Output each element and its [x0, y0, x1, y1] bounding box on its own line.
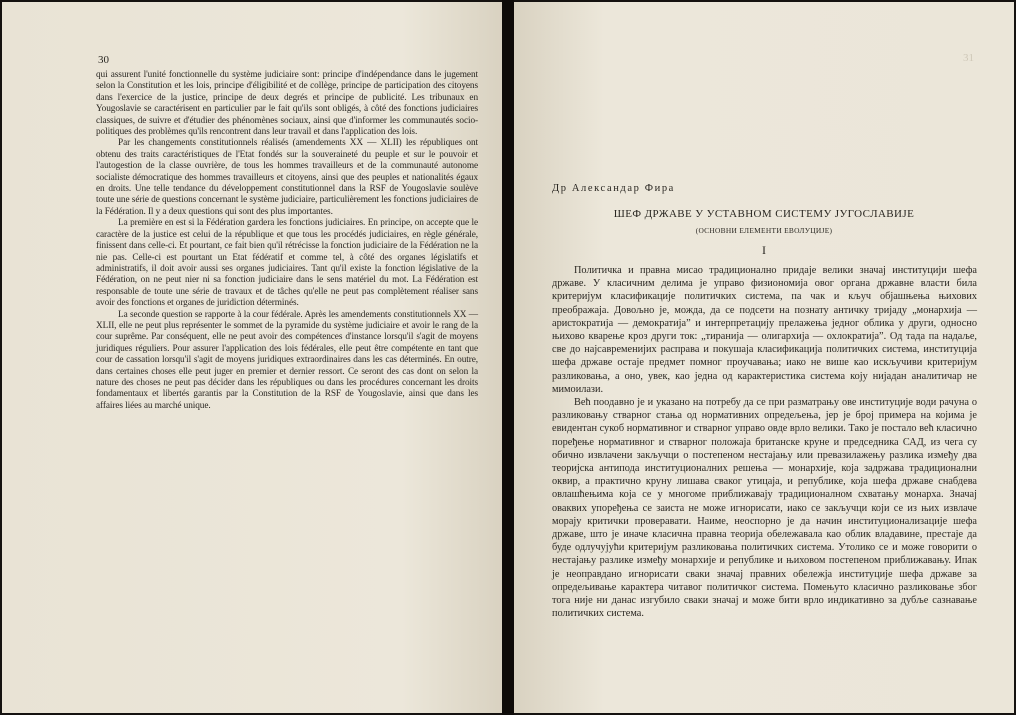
page-number: 30	[98, 54, 109, 66]
left-page	[2, 2, 502, 713]
section-number: I	[762, 243, 766, 257]
article-title: ШЕФ ДРЖАВЕ У УСТАВНОМ СИСТЕМУ ЈУГОСЛАВИЈЕ	[613, 208, 915, 220]
right-page	[514, 2, 1014, 713]
french-body-text	[96, 70, 478, 412]
paragraph: La première en est si la Fédération gardera les fonctions judiciaires. En principe, on accepte que le caractère de la justice est celui de la république et que tous les procédés judiciaires, en règle générale, finissent dans celle-ci. Et pourtant, ce fait bien qu'il rétrécisse la fonction judiciaire de la Fédération ne la nie pas. Celle-ci est pourtant un Etat fédératif et comme tel, à côté des organes législatifs et administratifs, il doit avoir aussi ses organes judiciaires. Tant qu'il existe la fonction législative de la Fédération, on ne peut nier ni sa fonction judiciaire dans le sens matériel du mot. La Fédération est responsable de toute une série de travaux et de tâches qu'elle ne peut pas complètement réaliser sans avoir des fonctions et organes de juridiction déterminés.	[96, 218, 478, 309]
paragraph: Политичка и правна мисао традиционално придаје велики значај институцији шефа државе. У класичним делима је управо физиономија овог органа државне власти била критеријум класификације политичких система, па чак и кључ објашњења њихових преображаја. Довољно је, можда, да се подсети на познату античку тријаду „монархија — аристократија — демократија” и интерпретацију прелажења једног облика у други, односно њихово кварење кроз други ток: „тиранија — олигархија — охлократија”. Од тада па надаље, све до најсавременијих расправа и покушаја класификација политичких система, институција шефа државе остаје предмет помног проучавања; иако не више као искључиви критеријум разликовања, а оно, увек, као једна од карактеристика система коју нијадан аналитичар не мимоилази.	[552, 265, 977, 395]
paragraph: qui assurent l'unité fonctionnelle du système judiciaire sont: principe d'indépendance dans le jugement selon la Constitution et les lois, principe d'éligibilité et de collège, principe de participation des citoyens dans l'exercice de la justice, principe de deux degrés et principe de publicité. Les tribunaux en Yougoslavie se caractérisent en particulier par le fait qu'ils sont obligés, à côté des fonctions judiciaires classiques, de suivre et d'étudier des phénomènes sociaux, ainsi que d'informer les communautés socio-politiques des problèmes qu'ils rencontrent dans leur travail et dans l'application des lois.	[96, 70, 478, 138]
paragraph: La seconde question se rapporte à la cour fédérale. Après les amendements constitutionnels XX — XLII, elle ne peut plus représenter le sommet de la pyramide du système judiciaire et avoir le rang de la cour suprême. Par conséquent, elle ne peut avoir des compétences d'instance lorsqu'il s'agit de moyens juridiques réguliers. Pour assurer l'application des lois fédérales, elle peut être compétente en tant que cour de cassation lorsqu'il s'agit de moyens juridiques extraordinaires dans les cas déterminés. En outre, dans certaines choses elle peut juger en premier et dernier ressort. Ce seront des cas dont on selon la nature des choses ne peut pas décider dans les républiques ou dans les procédures concernant les droits fondamentaux et libertés garantis par la Constitution de la RSF de Yougoslavie, ainsi que dans les affaires liées au marché unique.	[96, 309, 478, 411]
paragraph: Већ поодавно је и указано на потребу да се при разматрању ове институције води рачуна о разликовању стварног стања од нормативних опредељења, јер је број примера на којима је евидентан сукоб нормативног и стварног управо овде врло велики. Тако је постало већ класично поређење нормативног и стварног положаја британске круне и председника САД, из чега су обично извлачени закључци о постепеном нестајању или превазилажењу разлика између два теоријска антипода институционалних решења — монархије, која задржава традиционални оквир, а практично круну лишава сваког утицаја, и републике, која шефа државе снабдева овлашћењима која се у многоме приближавају традиционалном схватању монарха. Значај оваквих упоређења се заиста не може игнорисати, иако се закључци који се из њих извлаче морају критички проверавати. Наиме, неоспорно је да начин институционализације шефа државе, што је иначе класична правна теорија обележавала као облик владавине, престаје да буде одлучујући критеријум разликовања политичких система. Утолико се и може говорити о нестајању разлике између монархије и републике и њиховом постепеном приближавању. Ипак је неоправдано игнорисати сваки значај правних обележја институције шефа државе за опредељивање карактера читавог политичког система. Помењуто класично разликовање због тога није ни данас изгубило сваки значај и може бити врло индикативно за дубље сазнавање политичких система.	[552, 397, 977, 620]
paragraph: Par les changements constitutionnels réalisés (amendements XX — XLII) les républiques ont obtenu des traits caractéristiques de l'Etat fondés sur la souveraineté du peuple et sur le pouvoir et l'autogestion de la classe ouvrière, de tous les hommes travailleurs et de la communauté autonome socialiste démocratique des hommes travailleurs et citoyens, ainsi que des peuples et nationalités égaux en droits. Une telle tendance du développement constitutionnel dans la RSF de Yougoslavie soulève toute une série de questions concernant le système judiciaire, particulièrement les fonctions judiciaires de la Fédération. Il y a deux questions qui sont des plus importantes.	[96, 138, 478, 217]
article-subtitle: (ОСНОВНИ ЕЛЕМЕНТИ ЕВОЛУЦИЈЕ)	[695, 226, 833, 235]
article-author: Др Александар Фира	[552, 183, 675, 194]
book-gutter	[502, 0, 514, 715]
faded-page-number: 31	[963, 52, 974, 64]
serbian-body-text	[552, 264, 977, 620]
